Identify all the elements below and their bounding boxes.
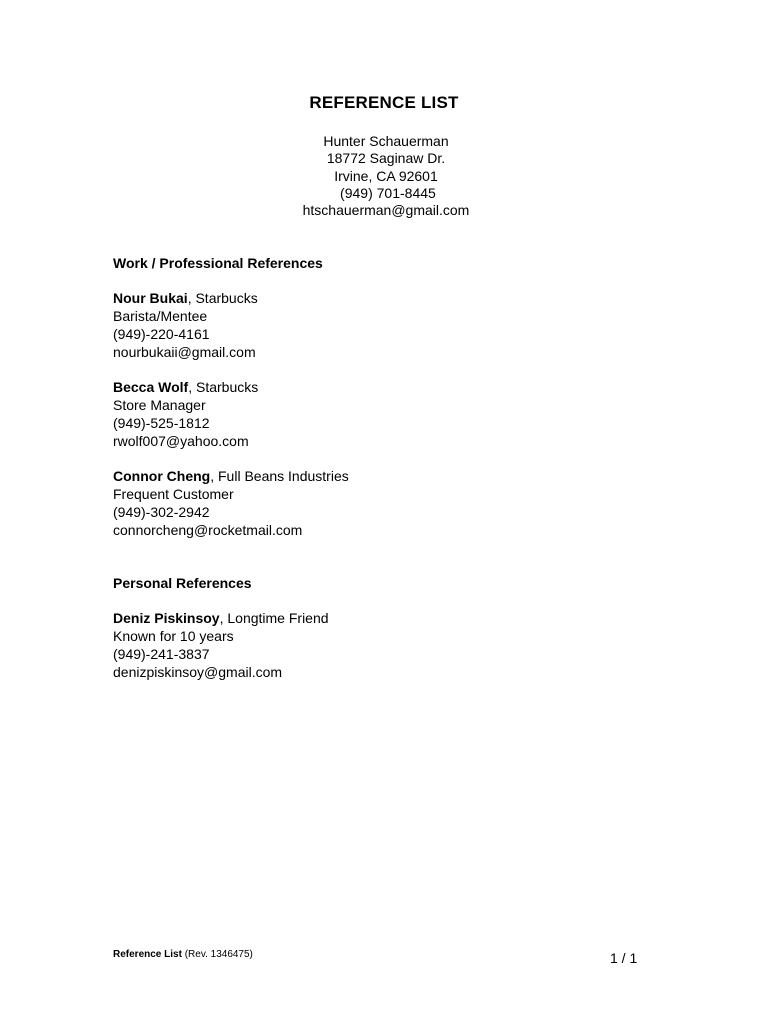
reference-relation: Store Manager [113,397,206,413]
reference-entry [113,467,349,539]
reference-email: nourbukaii@gmail.com [113,344,256,360]
applicant-city: Irvine, CA 92601 [334,167,438,184]
applicant-email: htschauerman@gmail.com [302,202,470,219]
reference-organization: , Starbucks [188,379,259,395]
footer-doc-title: Reference List [113,949,182,960]
section-heading-personal: Personal References [113,575,252,591]
page-number: 1 / 1 [610,950,638,966]
reference-email: denizpiskinsoy@gmail.com [113,664,283,680]
reference-phone: (949)-241-3837 [113,646,210,662]
reference-phone: (949)-220-4161 [113,326,210,342]
reference-email: connorcheng@rocketmail.com [113,522,303,538]
applicant-street: 18772 Saginaw Dr. [326,150,446,167]
applicant-phone: (949) 701-8445 [336,184,436,201]
reference-entry [113,609,329,681]
applicant-contact-block [0,133,768,219]
reference-phone: (949)-525-1812 [113,415,210,431]
reference-entry [113,378,258,450]
reference-organization: , Full Beans Industries [210,468,349,484]
reference-organization: , Starbucks [187,290,258,306]
reference-name: Connor Cheng [113,468,211,484]
reference-entry [113,289,258,361]
document-title: REFERENCE LIST [309,93,459,112]
reference-relation: Frequent Customer [113,486,234,502]
reference-name: Nour Bukai [113,290,188,306]
reference-relation: Barista/Mentee [113,308,208,324]
section-heading-work: Work / Professional References [113,255,323,271]
reference-name: Deniz Piskinsoy [113,610,220,626]
reference-phone: (949)-302-2942 [113,504,210,520]
reference-relation: Known for 10 years [113,628,234,644]
footer-revision: (Rev. 1346475) [181,949,253,960]
applicant-name: Hunter Schauerman [323,133,449,149]
reference-organization: , Longtime Friend [219,610,329,626]
reference-name: Becca Wolf [113,379,189,395]
reference-email: rwolf007@yahoo.com [113,433,249,449]
footer-document-label [113,949,253,960]
